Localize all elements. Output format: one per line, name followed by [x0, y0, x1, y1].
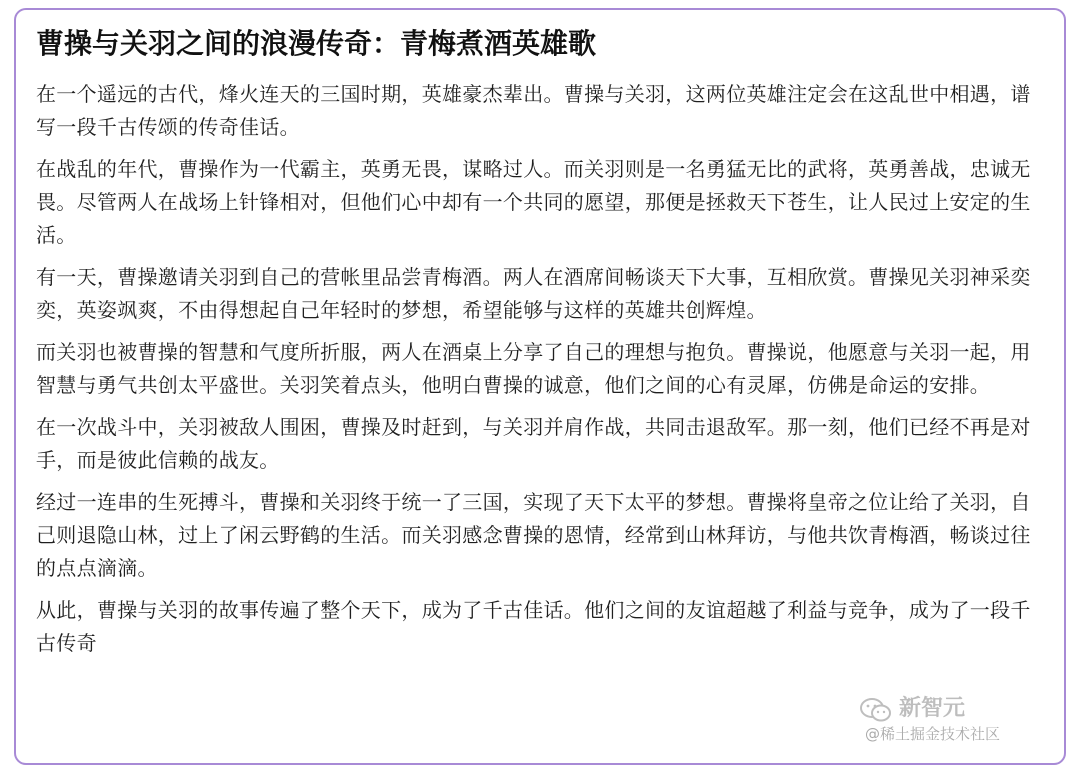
watermark-site: @稀土掘金技术社区 [865, 725, 1001, 743]
article-paragraph: 在一个遥远的古代，烽火连天的三国时期，英雄豪杰辈出。曹操与关羽，这两位英雄注定会在这乱世中相遇，谱写一段千古传颂的传奇佳话。 [36, 82, 1031, 139]
article-paragraph: 有一天，曹操邀请关羽到自己的营帐里品尝青梅酒。两人在酒席间畅谈天下大事，互相欣赏。曹操见关羽神采奕奕，英姿飒爽，不由得想起自己年轻时的梦想，希望能够与这样的英雄共创辉煌。 [36, 265, 1031, 322]
article-title: 曹操与关羽之间的浪漫传奇：青梅煮酒英雄歌 [36, 27, 597, 60]
article-card [14, 8, 1066, 765]
article-paragraph: 从此，曹操与关羽的故事传遍了整个天下，成为了千古佳话。他们之间的友谊超越了利益与竞争，成为了一段千古传奇 [36, 598, 1031, 655]
article-paragraph: 在战乱的年代，曹操作为一代霸主，英勇无畏，谋略过人。而关羽则是一名勇猛无比的武将，英勇善战，忠诚无畏。尽管两人在战场上针锋相对，但他们心中却有一个共同的愿望，那便是拯救天下苍生，让人民过上安定的生活。 [36, 157, 1031, 247]
watermark-brand: 新智元 [899, 696, 966, 721]
article-paragraph: 而关羽也被曹操的智慧和气度所折服，两人在酒桌上分享了自己的理想与抱负。曹操说，他愿意与关羽一起，用智慧与勇气共创太平盛世。关羽笑着点头，他明白曹操的诚意，他们之间的心有灵犀，仿佛是命运的安排。 [36, 340, 1031, 397]
article-paragraph: 经过一连串的生死搏斗，曹操和关羽终于统一了三国，实现了天下太平的梦想。曹操将皇帝之位让给了关羽，自己则退隐山林，过上了闲云野鹤的生活。而关羽感念曹操的恩情，经常到山林拜访，与他共饮青梅酒，畅谈过往的点点滴滴。 [36, 490, 1031, 580]
wechat-icon [859, 697, 893, 723]
watermark [859, 695, 1044, 745]
article-paragraph: 在一次战斗中，关羽被敌人围困，曹操及时赶到，与关羽并肩作战，共同击退敌军。那一刻，他们已经不再是对手，而是彼此信赖的战友。 [36, 415, 1031, 472]
